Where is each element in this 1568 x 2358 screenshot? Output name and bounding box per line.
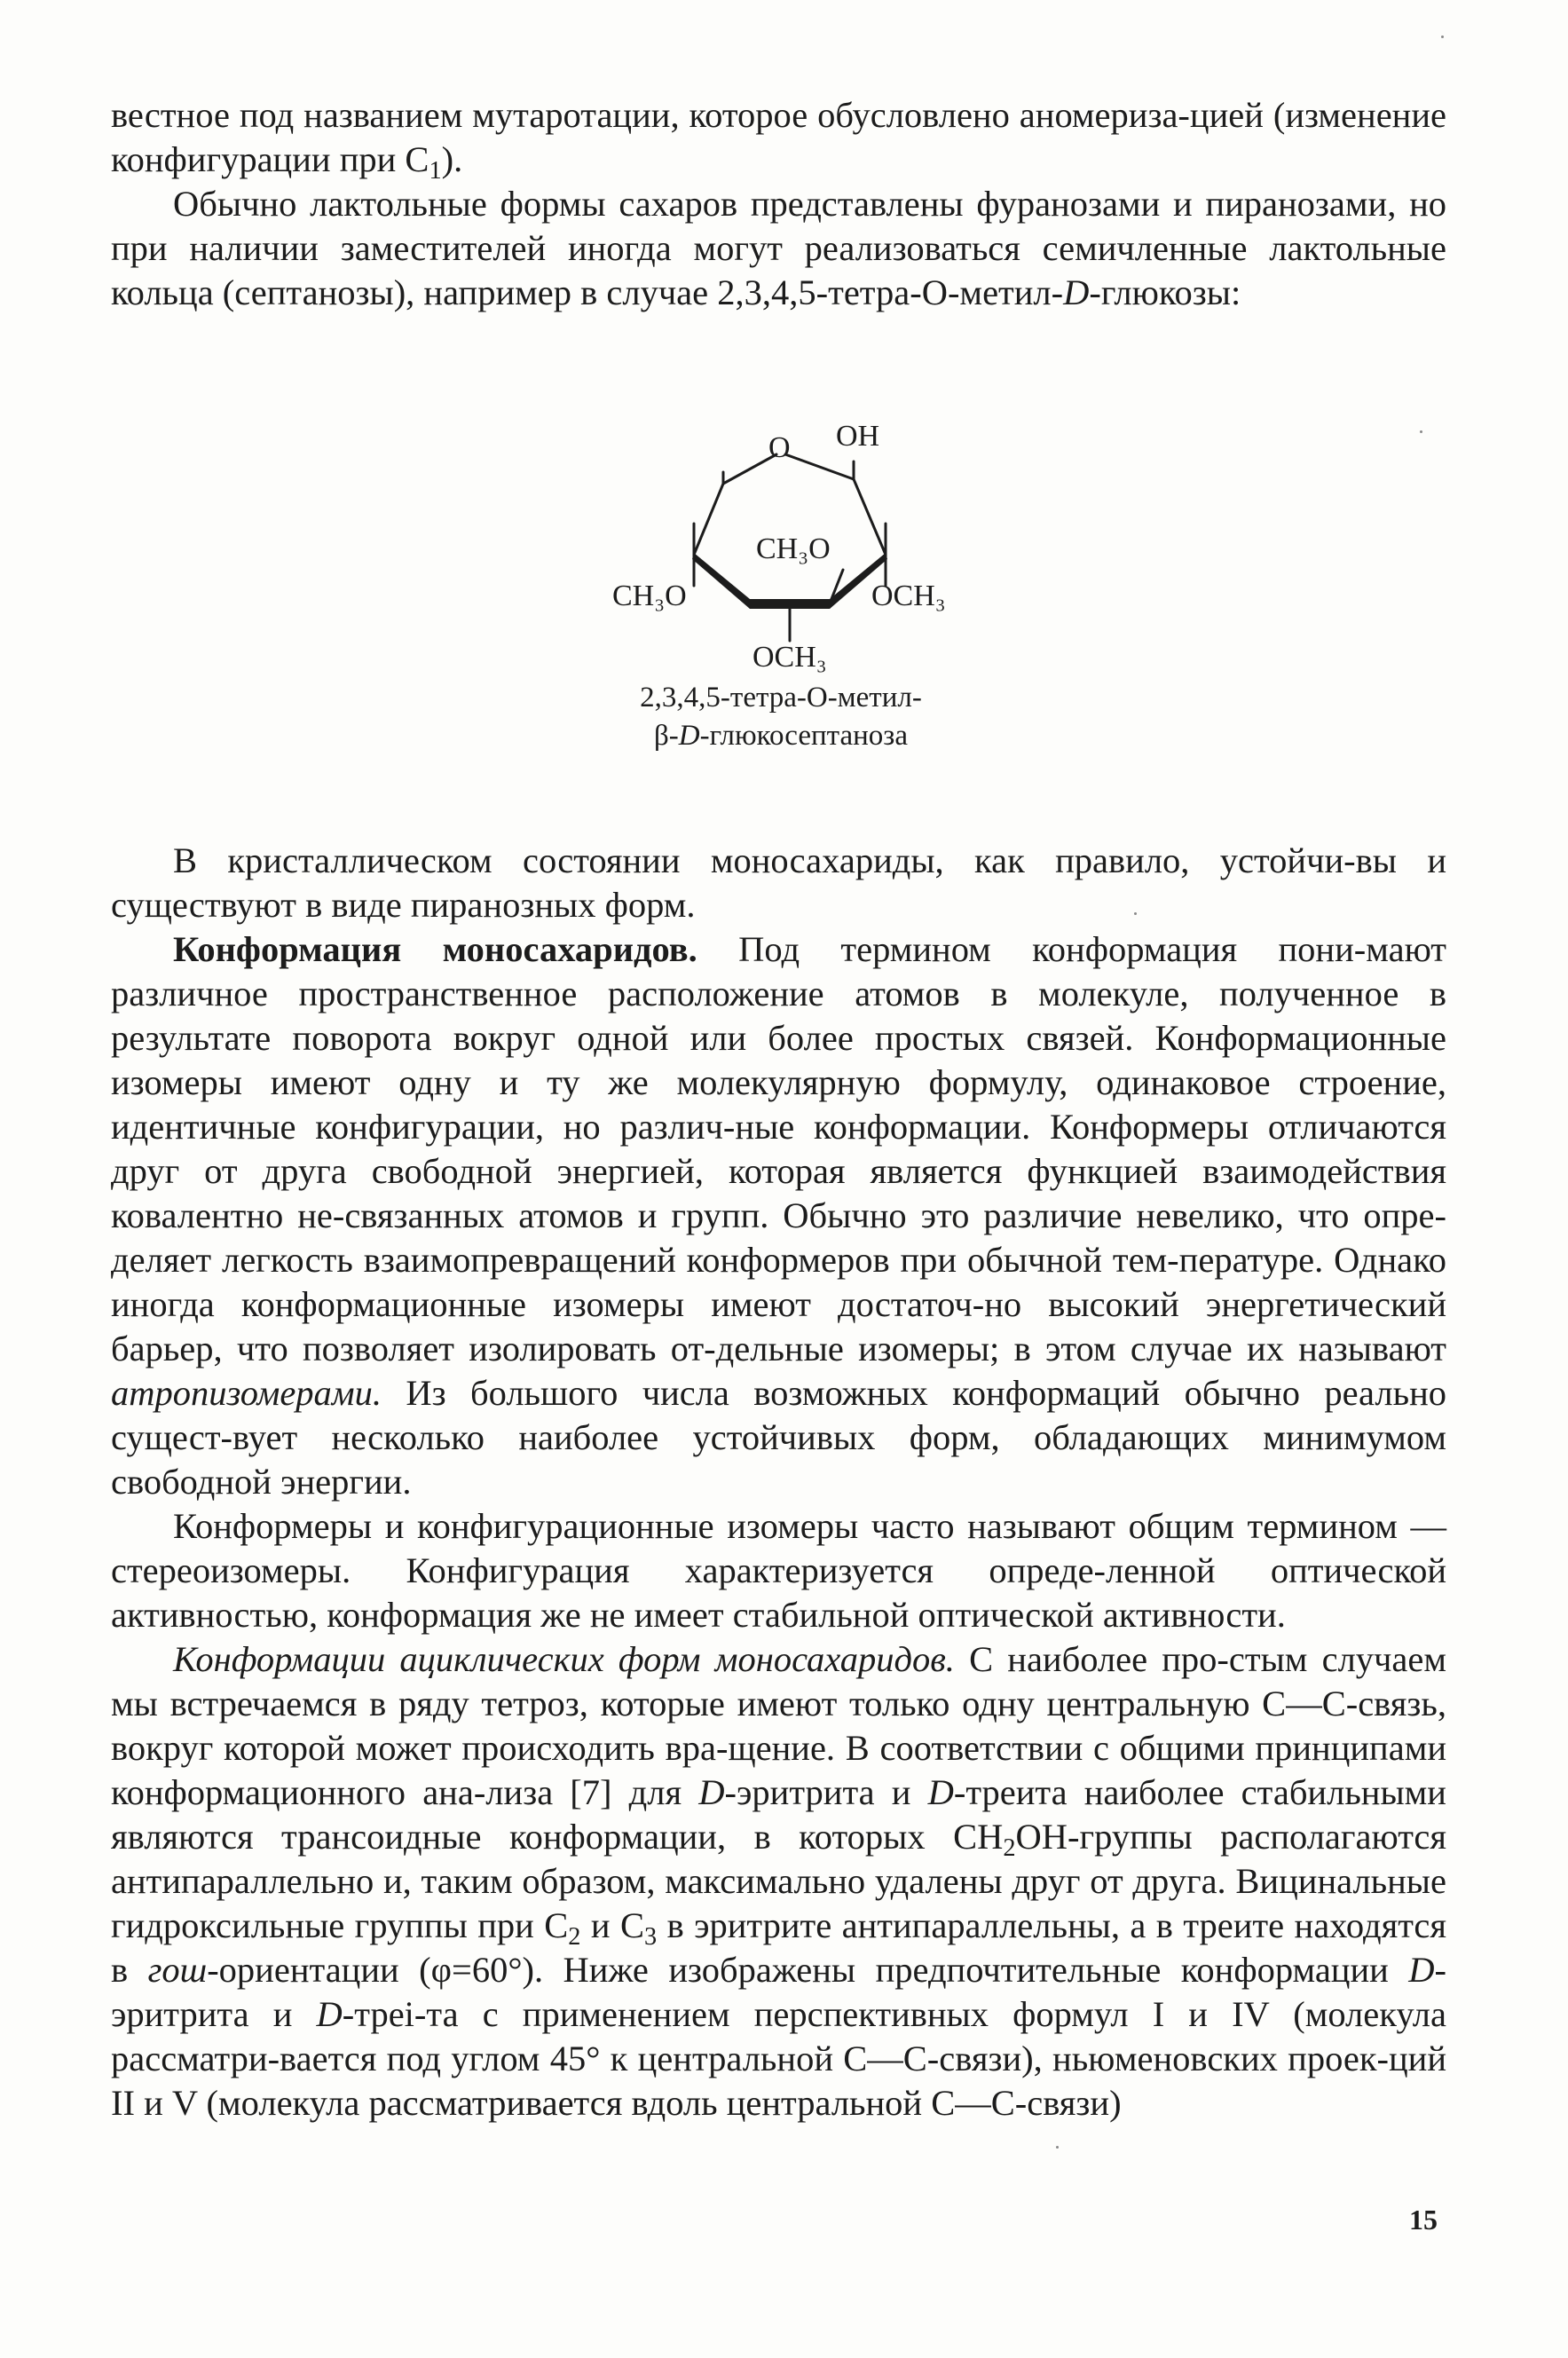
text-run: Конформеры и конфигурационные изомеры часто называют общим термином — стереоизомеры. Конфигурация характеризуется опреде-ленной оптической активностью, конформация же не имеет стабильной оптической активности. (111, 1506, 1446, 1635)
figure-caption-line2 (532, 717, 1029, 754)
paragraph (111, 839, 1446, 927)
caption-suffix: -глюкосептаноза (699, 720, 908, 752)
text-run: D (316, 1994, 343, 2034)
text-run: вестное под названием мутаротации, которое обусловлено аномериза-цией (изменение конфигурации при C (111, 95, 1446, 179)
text-run: OH-группы располагаются антипараллельно и, таким образом, максимально удалены друг от друга. Вицинальные гидроксильные группы при C (111, 1817, 1446, 1945)
text-run: Под термином конформация пони-мают различное пространственное расположение атомов в молекуле, полученное в результате поворота вокруг одной или более простых связей. Конформационные изомеры имеют одну и ту же молекулярную формулу, одинаковое строение, идентичные конфигурации, но различ-ные конформации. Конформеры отличаются друг от друга свободной энергией, которая является функцией взаимодействия ковалентно не-связанных атомов и групп. Обычно это различие невелико, что опре-деляет легкость взаимопревращений конформеров при обычной тем-пературе. Однако иногда конформационные изомеры имеют достаточ-но высокий энергетический барьер, что позволяет изолировать от-дельные изомеры; в этом случае их называют (111, 929, 1446, 1368)
bold-front-bond (745, 599, 834, 609)
scan-speck (1134, 912, 1137, 915)
text-run: 3 (643, 1922, 658, 1951)
text-run: Обычно лактольные формы сахаров представлены фуранозами и пиранозами, но при наличии заместителей иногда могут реализоваться семичленные лактольные кольца (септанозы), например в случае 2,3,4,5-тетра-O-метил- (111, 184, 1446, 312)
text-run: D (1408, 1950, 1435, 1990)
text-run: Конформация моносахаридов. (173, 929, 697, 969)
paragraph (111, 927, 1446, 1504)
text-run: D (927, 1772, 954, 1812)
paragraph (111, 182, 1446, 315)
text-run: атропизомерами. (111, 1373, 382, 1413)
bond-o-c1 (785, 454, 854, 479)
text-run: Из большого числа возможных конформаций обычно реально сущест-вует несколько наиболее устойчивых форм, обладающих минимумом свободной энергии. (111, 1373, 1446, 1502)
figure-caption-line1: 2,3,4,5-тетра-O-метил- (640, 682, 922, 714)
caption-d: D (678, 720, 700, 752)
text-run: и C (580, 1905, 644, 1945)
c2-methoxy-label: OCH₃ (871, 580, 946, 612)
text-run: 1 (429, 156, 442, 185)
text-run: -треита наиболее стабильными являются трансоидные конформации, в которых CH (111, 1772, 1446, 1857)
text-run: -трei-та с применением перспективных формул I и IV (молекула рассматри-вается под углом 45° к центральной C—C-связи), ньюменовских проек-ций II и V (молекула рассматривается вдоль центральной C—C-связи) (111, 1994, 1446, 2123)
paragraph (111, 1504, 1446, 1637)
text-run: -эритрита и (724, 1772, 928, 1812)
c3-methoxy-label: OCH₃ (752, 641, 827, 674)
anomeric-oh-label: OH (836, 420, 880, 453)
page-number: 15 (1409, 2204, 1438, 2236)
wedge-left (692, 553, 750, 609)
paragraph (111, 93, 1446, 185)
text-run: в эритрите антипараллельны, а в треите находятся в (111, 1905, 1446, 1990)
scan-speck (1420, 430, 1422, 433)
text-run: 2 (568, 1922, 581, 1951)
scan-speck (1441, 35, 1444, 38)
text-run: гош (147, 1950, 208, 1990)
c5-methoxy-label: CH₃O (612, 580, 687, 612)
text-run: D (698, 1772, 725, 1812)
bond-c1-c2 (854, 479, 886, 555)
c4-methoxy-label: CH₃O (756, 532, 831, 565)
text-run: 2 (1003, 1834, 1016, 1862)
text-run: -ориентации (φ=60°). Ниже изображены предпочтительные конформации (207, 1950, 1409, 1990)
text-block-bottom (111, 839, 1446, 2125)
text-run: С наиболее про-стым случаем мы встречаемся в ряду тетроз, которые имеют только одну центральную C—C-связь, вокруг которой может происходить вра-щение. В соответствии с общими принципами конформационного ана-лиза [7] для (111, 1639, 1446, 1812)
bond-c6-c5 (694, 484, 723, 555)
text-run: В кристаллическом состоянии моносахариды, как правило, устойчи-вы и существуют в виде пиранозных форм. (111, 840, 1446, 925)
text-run: ). (441, 139, 463, 179)
scan-speck (1056, 2146, 1059, 2149)
text-run: Конформации ациклических форм моносахаридов. (173, 1639, 955, 1679)
ring-oxygen-label: O (768, 431, 791, 464)
text-block-top (111, 93, 1446, 315)
text-run: -глюкозы: (1089, 272, 1241, 312)
caption-beta: β- (654, 720, 679, 752)
text-run: -эритрита и (111, 1950, 1447, 2034)
paragraph (111, 1637, 1446, 2125)
text-run: D (1063, 272, 1090, 312)
